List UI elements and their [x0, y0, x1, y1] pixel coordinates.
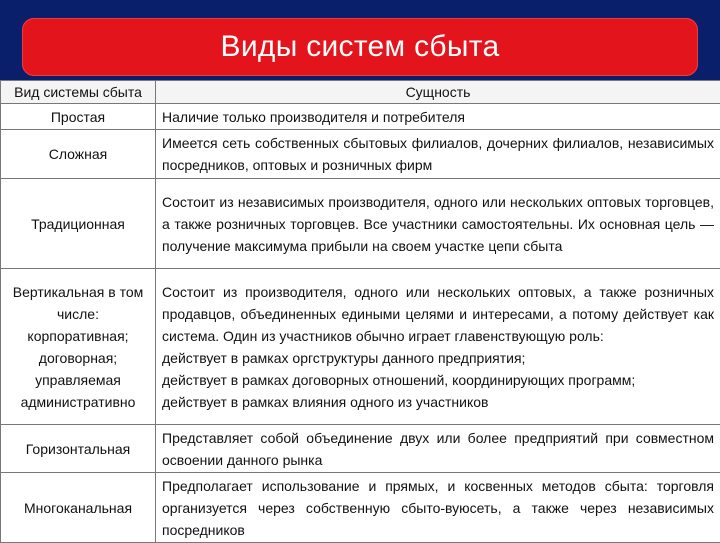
row-essence — [156, 179, 720, 269]
row-essence-text: Представляет собой объединение двух или более предприятий при совместном освоении данного рынка — [162, 427, 714, 471]
row-kind — [1, 425, 156, 473]
table-row — [1, 269, 720, 425]
row-kind-text: Многоканальная — [3, 497, 153, 519]
row-kind-line: числе: — [3, 303, 153, 325]
row-essence-line: действует в рамках договорных отношений, координирующих программ; — [162, 369, 714, 391]
table-row — [1, 104, 720, 130]
header-essence: Сущность — [156, 81, 720, 104]
row-kind-text: Традиционная — [3, 213, 153, 235]
page-title: Виды систем сбыта — [221, 30, 500, 64]
table-header-row — [1, 81, 720, 104]
row-kind-line: корпоративная; — [3, 325, 153, 347]
row-essence-text: Состоит из независимых производителя, одного или нескольких оптовых торговцев, а также розничных торговцев. Все участники самостоятельны. Их основная цель — получение максимума прибыли на своем участке цепи сбыта — [162, 191, 714, 257]
row-essence — [156, 130, 720, 179]
table-row — [1, 130, 720, 179]
row-essence-text: Состоит из производителя, одного или нескольких оптовых, а также розничных продавцов, объединенных едиными целями и интересами, а потому действует как система. Один из участников обычно играет главенствующую роль: — [162, 281, 714, 347]
row-essence-line: действует в рамках оргструктуры данного предприятия; — [162, 347, 714, 369]
row-kind-line: управляемая — [3, 369, 153, 391]
row-kind-line: договорная; — [3, 347, 153, 369]
row-kind — [1, 104, 156, 130]
header-kind: Вид системы сбыта — [1, 81, 156, 104]
sales-systems-table — [0, 80, 720, 543]
row-essence-line: действует в рамках влияния одного из участников — [162, 391, 714, 413]
table-row — [1, 425, 720, 473]
row-kind — [1, 179, 156, 269]
row-kind — [1, 130, 156, 179]
row-kind-line: административно — [3, 391, 153, 413]
row-kind — [1, 473, 156, 543]
title-banner — [22, 18, 698, 76]
row-kind-text: Сложная — [3, 143, 153, 165]
row-essence — [156, 269, 720, 425]
row-essence-text: Предполагает использование и прямых, и косвенных методов сбыта: торговля организуется через собственную сбыто-вуюсеть, а также через независимых посредников — [162, 475, 714, 541]
table-row — [1, 179, 720, 269]
row-kind-text: Простая — [3, 106, 153, 128]
row-essence-text: Имеется сеть собственных сбытовых филиалов, дочерних филиалов, независимых посредников, оптовых и розничных фирм — [162, 132, 714, 176]
row-kind-line: Вертикальная в том — [3, 281, 153, 303]
row-essence — [156, 104, 720, 130]
row-kind-text: Горизонтальная — [3, 438, 153, 460]
row-essence — [156, 473, 720, 543]
table-row — [1, 473, 720, 543]
row-essence — [156, 425, 720, 473]
row-essence-text: Наличие только производителя и потребителя — [162, 106, 714, 128]
row-kind — [1, 269, 156, 425]
